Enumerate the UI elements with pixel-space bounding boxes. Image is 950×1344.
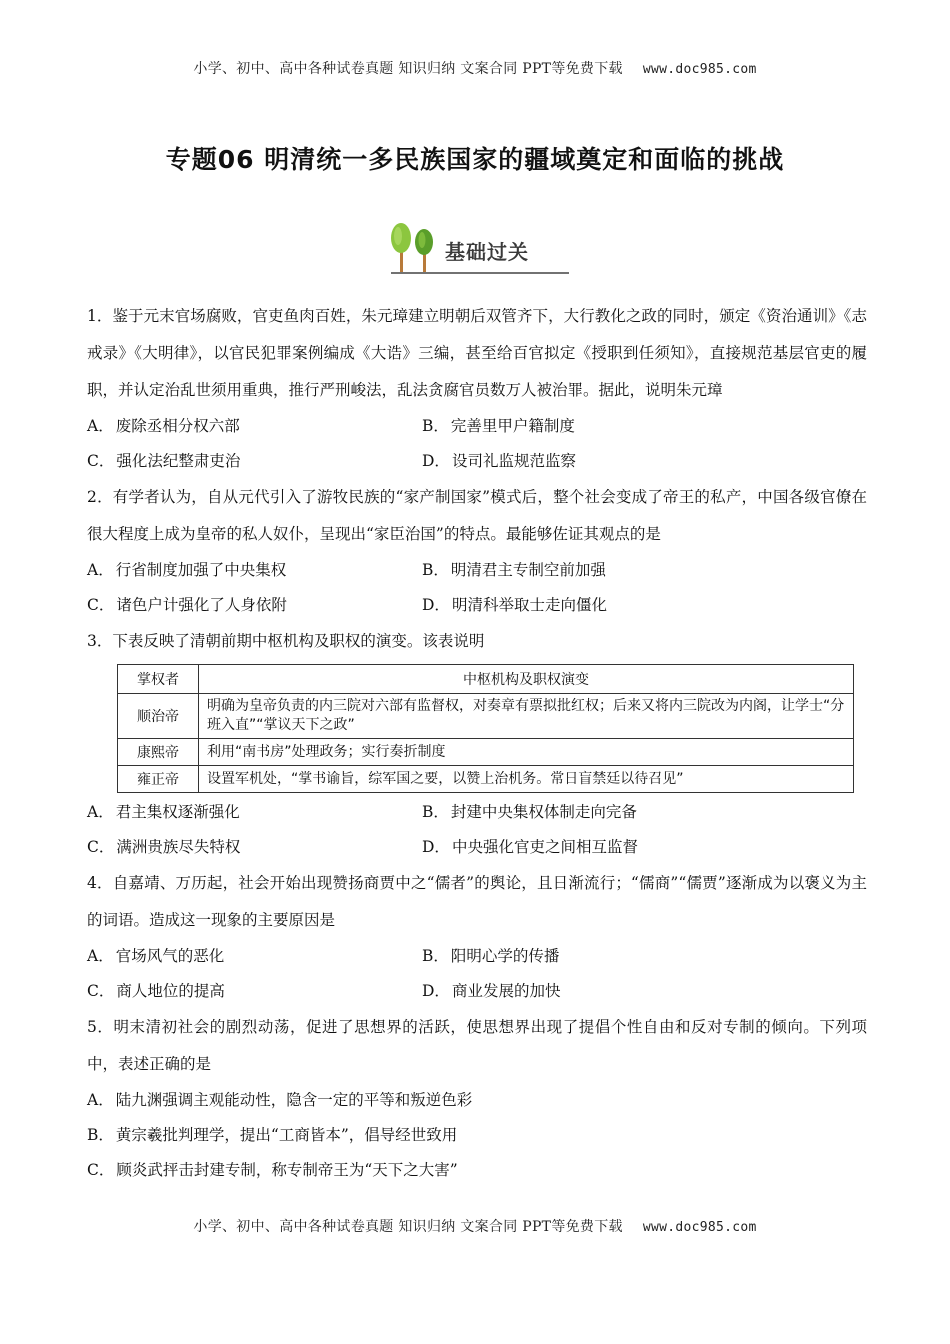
option-c[interactable]: C． 诸色户计强化了人身依附 <box>87 596 287 614</box>
option-b[interactable]: B． 黄宗羲批判理学，提出“工商皆本”，倡导经世致用 <box>87 1126 458 1144</box>
page-header <box>0 58 950 78</box>
option-c[interactable]: C． 顾炎武抨击封建专制，称专制帝王为“天下之大害” <box>87 1161 458 1179</box>
option-a[interactable]: A． 官场风气的恶化 <box>87 947 225 965</box>
header-text: 小学、初中、高中各种试卷真题 知识归纳 文案合同 PPT等免费下载 <box>193 61 623 77</box>
option-c[interactable]: C． 商人地位的提高 <box>87 982 225 1000</box>
page-footer <box>0 1216 950 1236</box>
table-header: 掌权者 <box>118 665 199 694</box>
table-row <box>118 739 854 766</box>
table-cell-emperor: 康熙帝 <box>118 739 199 766</box>
option-b[interactable]: B． 完善里甲户籍制度 <box>422 417 575 435</box>
question-stem: 2．有学者认为，自从元代引入了游牧民族的“家产制国家”模式后，整个社会变成了帝王的私产，中国各级官僚在很大程度上成为皇帝的私人奴仆，呈现出“家臣治国”的特点。最能够佐证其观点的是 <box>87 488 867 543</box>
footer-url[interactable]: www.doc985.com <box>642 1220 757 1235</box>
question-2 <box>87 479 867 623</box>
option-a[interactable]: A． 行省制度加强了中央集权 <box>87 561 287 579</box>
option-c[interactable]: C． 满洲贵族尽失特权 <box>87 838 241 856</box>
option-a[interactable]: A． 废除丞相分权六部 <box>87 417 240 435</box>
table-cell-emperor: 顺治帝 <box>118 694 199 739</box>
footer-text: 小学、初中、高中各种试卷真题 知识归纳 文案合同 PPT等免费下载 <box>193 1219 623 1235</box>
option-d[interactable]: D． 中央强化官吏之间相互监督 <box>422 838 638 856</box>
table-cell-desc: 设置军机处，“掌书谕旨，综军国之要，以赞上治机务。常日盲禁廷以待召见” <box>199 766 854 793</box>
question-stem: 5．明末清初社会的剧烈动荡，促进了思想界的活跃，使思想界出现了提倡个性自由和反对专制的倾向。下列项中，表述正确的是 <box>87 1018 867 1073</box>
table-header-row <box>118 665 854 694</box>
option-c[interactable]: C． 强化法纪整肃吏治 <box>87 452 241 470</box>
question-4 <box>87 865 867 1009</box>
header-url[interactable]: www.doc985.com <box>642 62 757 77</box>
option-d[interactable]: D． 商业发展的加快 <box>422 982 561 1000</box>
question-3 <box>87 623 867 865</box>
option-d[interactable]: D． 明清科举取士走向僵化 <box>422 596 607 614</box>
table-cell-desc: 利用“南书房”处理政务；实行奏折制度 <box>199 739 854 766</box>
table-header: 中枢机构及职权演变 <box>199 665 854 694</box>
question-list <box>87 298 867 1188</box>
option-b[interactable]: B． 封建中央集权体制走向完备 <box>422 803 637 821</box>
question-stem: 1．鉴于元末官场腐败，官吏鱼肉百姓，朱元璋建立明朝后双管齐下，大行教化之政的同时，颁定《资治通训》《志戒录》《大明律》，以官民犯罪案例编成《大诰》三编，甚至给百官拟定《授职到任须知》，直接规范基层官吏的履职，并认定治乱世须用重典，推行严刑峻法，乱法贪腐官员数万人被治罪。据此，说明朱元璋 <box>87 307 867 399</box>
table-cell-emperor: 雍正帝 <box>118 766 199 793</box>
table-row <box>118 694 854 739</box>
page-title: 专题06 明清统一多民族国家的疆域奠定和面临的挑战 <box>165 145 785 174</box>
option-a[interactable]: A． 君主集权逐渐强化 <box>87 803 240 821</box>
table-row <box>118 766 854 793</box>
question-stem: 3．下表反映了清朝前期中枢机构及职权的演变。该表说明 <box>87 632 485 650</box>
question-5 <box>87 1009 867 1188</box>
option-b[interactable]: B． 明清君主专制空前加强 <box>422 561 606 579</box>
reign-table <box>117 664 854 793</box>
option-a[interactable]: A． 陆九渊强调主观能动性，隐含一定的平等和叛逆色彩 <box>87 1091 473 1109</box>
question-stem: 4．自嘉靖、万历起，社会开始出现赞扬商贾中之“儒者”的舆论，且日渐流行；“儒商”“儒贾”逐渐成为以褒义为主的词语。造成这一现象的主要原因是 <box>87 874 867 929</box>
section-badge <box>383 222 573 278</box>
option-b[interactable]: B． 阳明心学的传播 <box>422 947 560 965</box>
badge-label: 基础过关 <box>445 240 529 264</box>
option-d[interactable]: D． 设司礼监规范监察 <box>422 452 576 470</box>
question-1 <box>87 298 867 479</box>
table-cell-desc: 明确为皇帝负责的内三院对六部有监督权，对奏章有票拟批红权；后来又将内三院改为内阁，让学士“分班入直”“掌议天下之政” <box>199 694 854 739</box>
